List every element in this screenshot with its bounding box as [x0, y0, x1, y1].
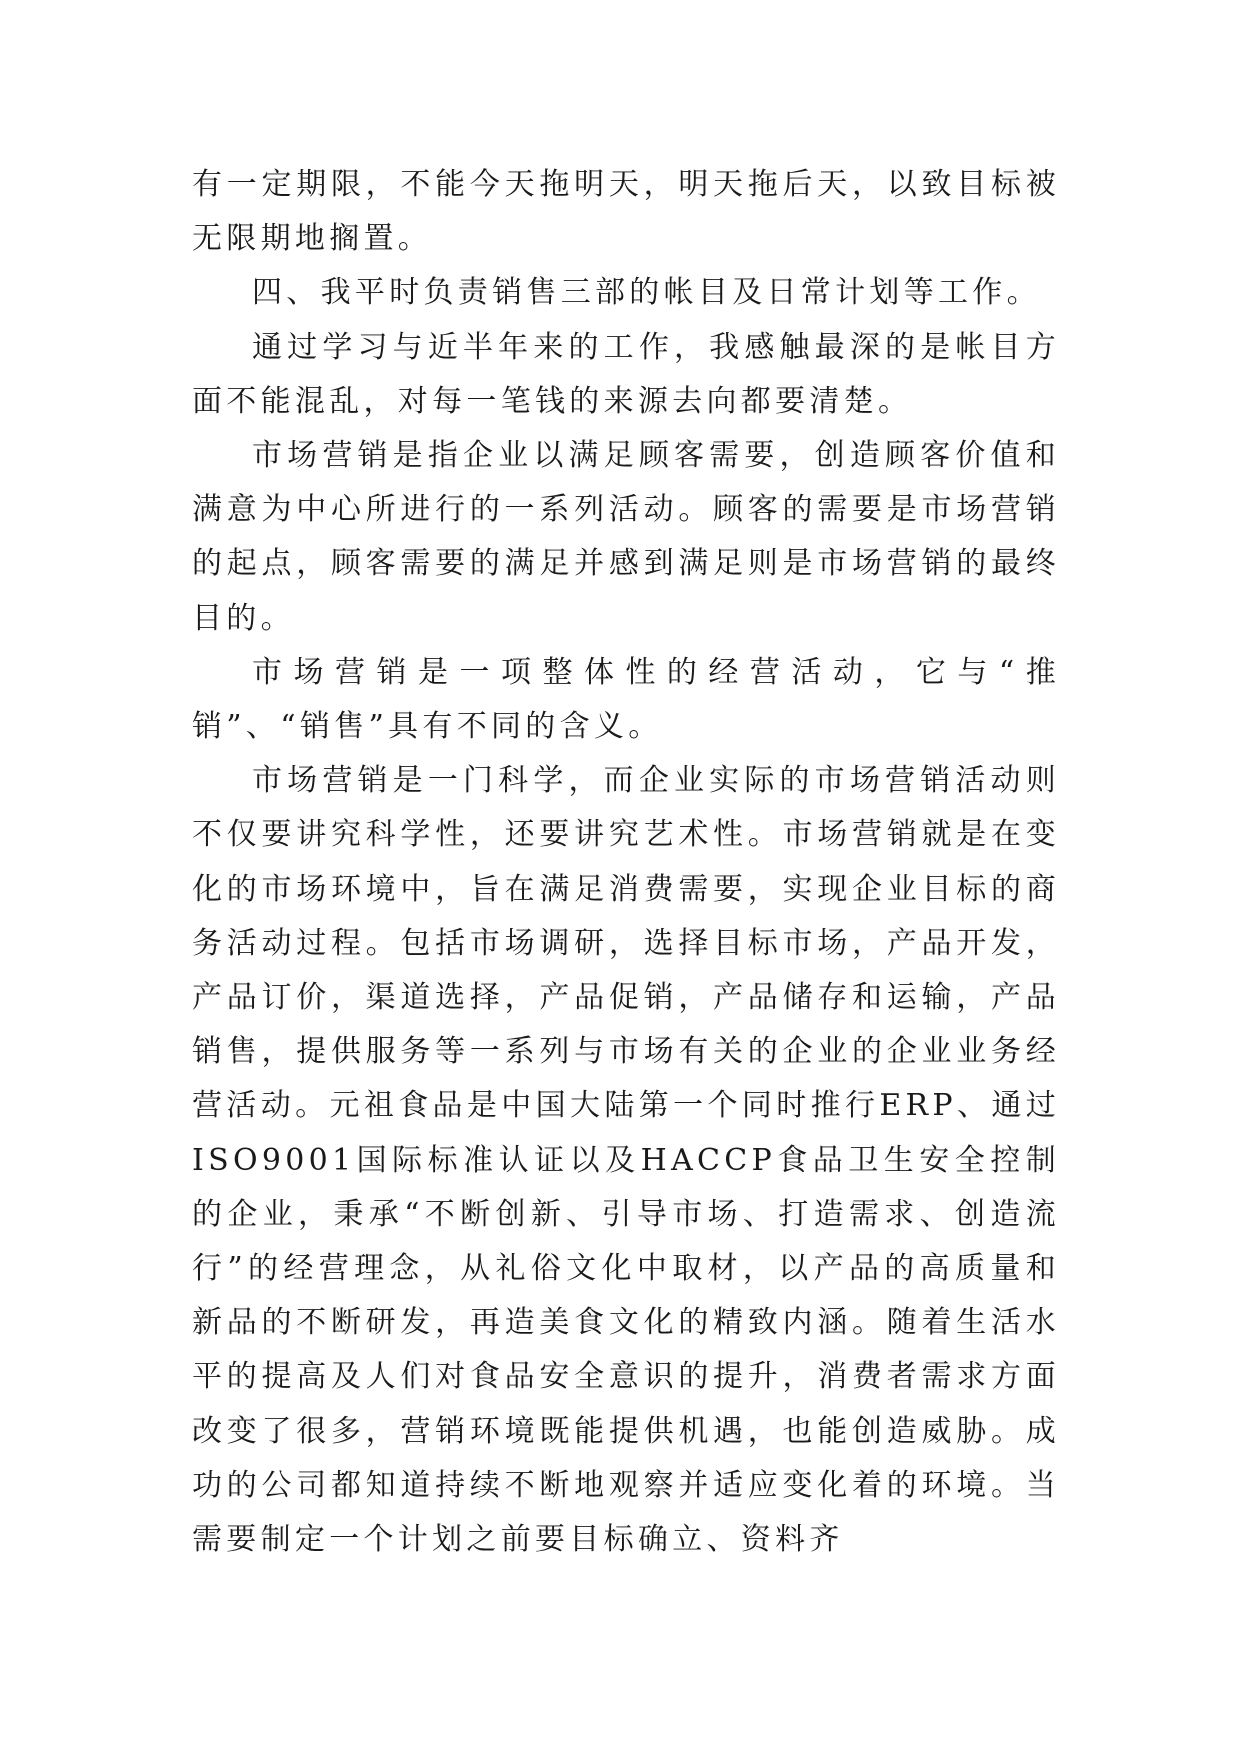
- paragraph: 市场营销是一门科学，而企业实际的市场营销活动则不仅要讲究科学性，还要讲究艺术性。市场营销就是在变化的市场环境中，旨在满足消费需要，实现企业目标的商务活动过程。包括市场调研，选择目标市场，产品开发，产品订价，渠道选择，产品促销，产品储存和运输，产品销售，提供服务等一系列与市场有关的企业的企业业务经营活动。元祖食品是中国大陆第一个同时推行ERP、通过ISO9001国际标准认证以及HACCP食品卫生安全控制的企业，秉承“不断创新、引导市场、打造需求、创造流行”的经营理念，从礼俗文化中取材，以产品的高质量和新品的不断研发，再造美食文化的精致内涵。随着生活水平的提高及人们对食品安全意识的提升，消费者需求方面改变了很多，营销环境既能提供机遇，也能创造威胁。成功的公司都知道持续不断地观察并适应变化着的环境。当需要制定一个计划之前要目标确立、资料齐: [192, 763, 1060, 1558]
- paragraph: 四、我平时负责销售三部的帐目及日常计划等工作。: [252, 275, 1041, 311]
- paragraph: 市场营销是一项整体性的经营活动，它与“推销”、“销售”具有不同的含义。: [192, 654, 1060, 745]
- paragraph: 市场营销是指企业以满足顾客需要，创造顾客价值和满意为中心所进行的一系列活动。顾客的需要是市场营销的起点，顾客需要的满足并感到满足则是市场营销的最终目的。: [192, 438, 1060, 636]
- paragraph: 通过学习与近半年来的工作，我感触最深的是帐目方面不能混乱，对每一笔钱的来源去向都要清楚。: [192, 329, 1060, 419]
- document-body: [192, 158, 1060, 1567]
- paragraph: 有一定期限，不能今天拖明天，明天拖后天，以致目标被无限期地搁置。: [192, 167, 1060, 257]
